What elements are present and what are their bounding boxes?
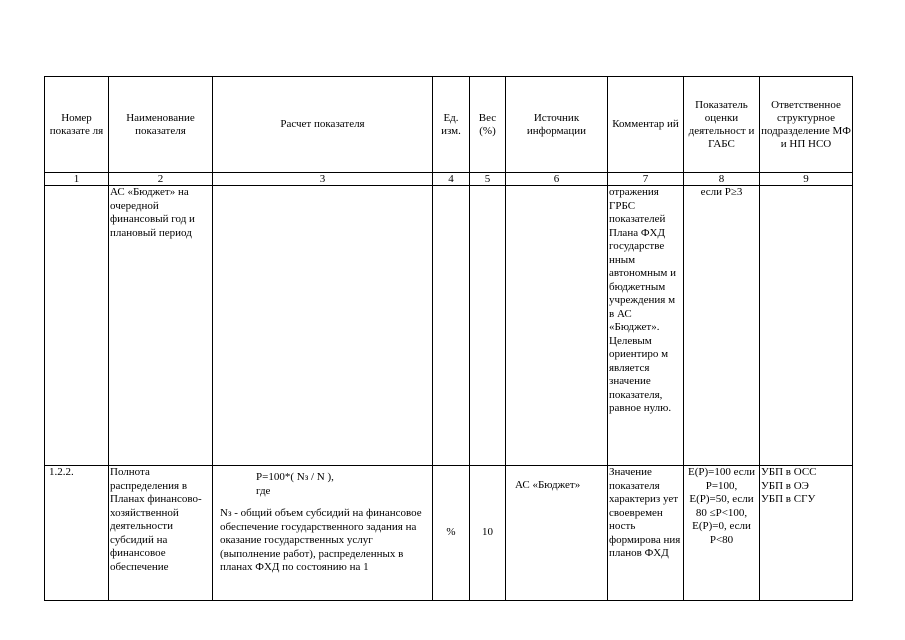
calculation-where: где (256, 484, 271, 497)
calculation (213, 186, 433, 466)
indicator-number (45, 186, 109, 466)
indicator-name: Полнота распределения в Планах финансово-хозяйственной деятельности субсидий на финансовое обеспечение (109, 466, 213, 601)
indicator-table (44, 76, 853, 601)
column-number: 9 (760, 173, 853, 186)
score: E(P)=100 если P=100, E(P)=50, если 80 ≤P<100, E(P)=0, если P<80 (684, 466, 760, 601)
calculation-description: Nз - общий объем субсидий на финансовое обеспечение государственного задания на оказание государственных услуг (выполнение работ), распределенных в планах ФХД по состоянию на 1 (220, 507, 422, 573)
header-source: Источник информации (506, 77, 608, 173)
calculation (213, 466, 433, 601)
column-number: 3 (213, 173, 433, 186)
comment: Значение показателя характериз ует своевремен ность формирова ния планов ФХД (608, 466, 684, 601)
column-number: 7 (608, 173, 684, 186)
calculation-formula: P=100*( Nз / N ), (256, 471, 334, 483)
column-number: 4 (433, 173, 470, 186)
table-header-row (45, 77, 853, 173)
header-unit: Ед. изм. (433, 77, 470, 173)
header-calculation: Расчет показателя (213, 77, 433, 173)
column-number: 6 (506, 173, 608, 186)
weight (470, 186, 506, 466)
source-text: АС «Бюджет» (515, 479, 581, 491)
source (506, 186, 608, 466)
column-number: 5 (470, 173, 506, 186)
header-comment: Комментар ий (608, 77, 684, 173)
unit (433, 186, 470, 466)
header-weight: Вес (%) (470, 77, 506, 173)
indicator-name: АС «Бюджет» на очередной финансовый год и плановый период (109, 186, 213, 466)
header-responsible: Ответственное структурное подразделение МФ и НП НСО (760, 77, 853, 173)
responsible-unit: УБП в СГУ (761, 493, 816, 505)
column-number-row (45, 173, 853, 186)
table-row (45, 466, 853, 601)
unit: % (433, 466, 470, 601)
column-number: 8 (684, 173, 760, 186)
responsible (760, 466, 853, 601)
responsible-unit: УБП в ОЭ (761, 479, 809, 492)
column-number: 1 (45, 173, 109, 186)
table-row (45, 186, 853, 466)
score: если Р≥3 (684, 186, 760, 466)
column-number: 2 (109, 173, 213, 186)
responsible-unit: УБП в ОСС (761, 466, 817, 478)
header-indicator-name: Наименование показателя (109, 77, 213, 173)
indicator-number: 1.2.2. (45, 466, 109, 601)
weight: 10 (470, 466, 506, 601)
header-score: Показатель оценки деятельност и ГАБС (684, 77, 760, 173)
source (506, 466, 608, 601)
comment: отражения ГРБС показателей Плана ФХД государстве нным автономным и бюджетным учреждения м в АС «Бюджет». Целевым ориентиро м является значение показателя, равное нулю. (608, 186, 684, 466)
header-indicator-number: Номер показате ля (45, 77, 109, 173)
responsible (760, 186, 853, 466)
